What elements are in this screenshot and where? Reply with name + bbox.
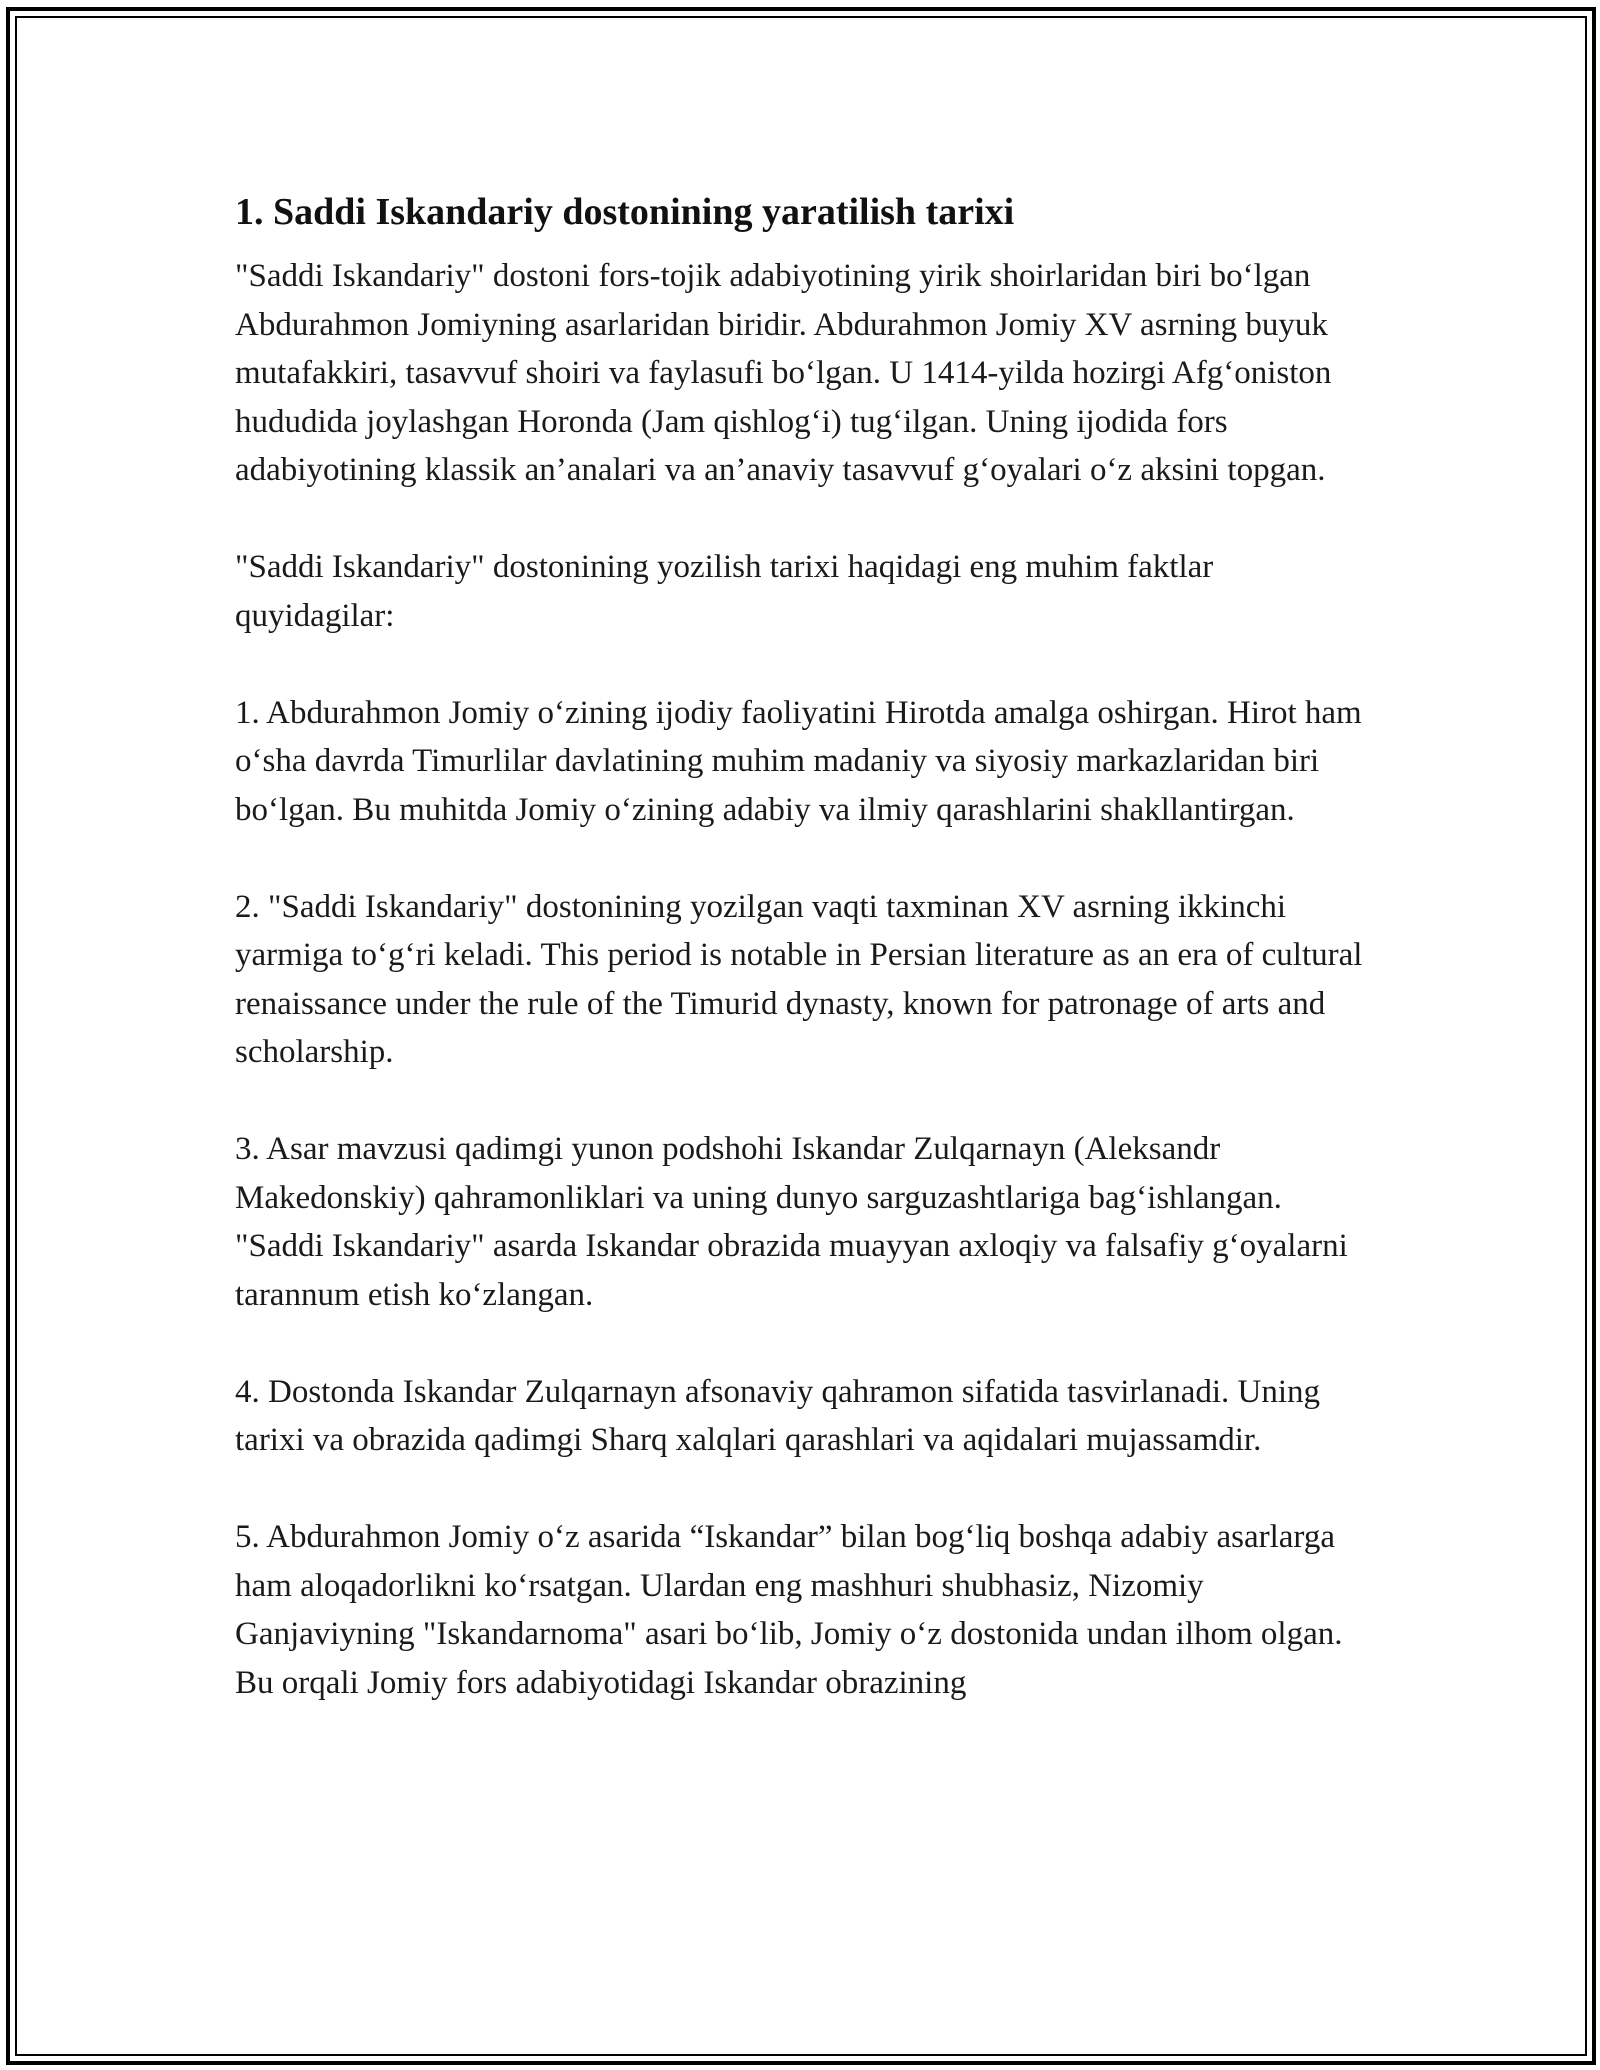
paragraph-fact-1: 1. Abdurahmon Jomiy o‘zining ijodiy faoliyatini Hirotda amalga oshirgan. Hirot ham o‘sha davrda Timurlilar davlatining muhim madaniy va siyosiy markazlaridan biri bo‘lgan. Bu muhitda Jomiy o‘zining adabiy va ilmiy qarashlarini shakllantirgan. <box>235 694 1362 828</box>
paragraph-facts-lead: "Saddi Iskandariy" dostonining yozilish tarixi haqidagi eng muhim faktlar quyidagilar: <box>235 549 1214 634</box>
paragraph-fact-2: 2. "Saddi Iskandariy" dostonining yozilgan vaqti taxminan XV asrning ikkinchi yarmiga to‘g‘ri keladi. This period is notable in Persian literature as an era of cultural renaissance under the rule of the Timurid dynasty, known for patronage of arts and scholarship. <box>235 888 1363 1070</box>
paragraph-fact-4: 4. Dostonda Iskandar Zulqarnayn afsonaviy qahramon sifatida tasvirlanadi. Uning tarixi va obrazida qadimgi Sharq xalqlari qarashlari va aqidalari mujassamdir. <box>235 1373 1321 1458</box>
paragraph-intro: "Saddi Iskandariy" dostoni fors-tojik adabiyotining yirik shoirlaridan biri bo‘lgan Abdurahmon Jomiyning asarlaridan biridir. Abdurahmon Jomiy XV asrning buyuk mutafakkiri, tasavvuf shoiri va faylasufi bo‘lgan. U 1414-yilda hozirgi Afg‘oniston hududida joylashgan Horonda (Jam qishlog‘i) tug‘ilgan. Uning ijodida fors adabiyotining klassik an’analari va an’anaviy tasavvuf g‘oyalari o‘z aksini topgan. <box>235 258 1332 488</box>
paragraph-fact-3: 3. Asar mavzusi qadimgi yunon podshohi Iskandar Zulqarnayn (Aleksandr Makedonskiy) qahramonliklari va uning dunyo sarguzashtlariga bag‘ishlangan. "Saddi Iskandariy" asarda Iskandar obrazida muayyan axloqiy va falsafiy g‘oyalarni tarannum etish ko‘zlangan. <box>235 1131 1348 1313</box>
section-title: 1. Saddi Iskandariy dostonining yaratilish tarixi <box>235 191 1015 233</box>
paragraph-fact-5: 5. Abdurahmon Jomiy o‘z asarida “Iskandar” bilan bog‘liq boshqa adabiy asarlarga ham aloqadorlikni ko‘rsatgan. Ulardan eng mashhuri shubhasiz, Nizomiy Ganjaviyning "Iskandarnoma" asari bo‘lib, Jomiy o‘z dostonida undan ilhom olgan. Bu orqali Jomiy fors adabiyotidagi Iskandar obrazining <box>235 1519 1343 1701</box>
document-body <box>235 188 1375 1756</box>
